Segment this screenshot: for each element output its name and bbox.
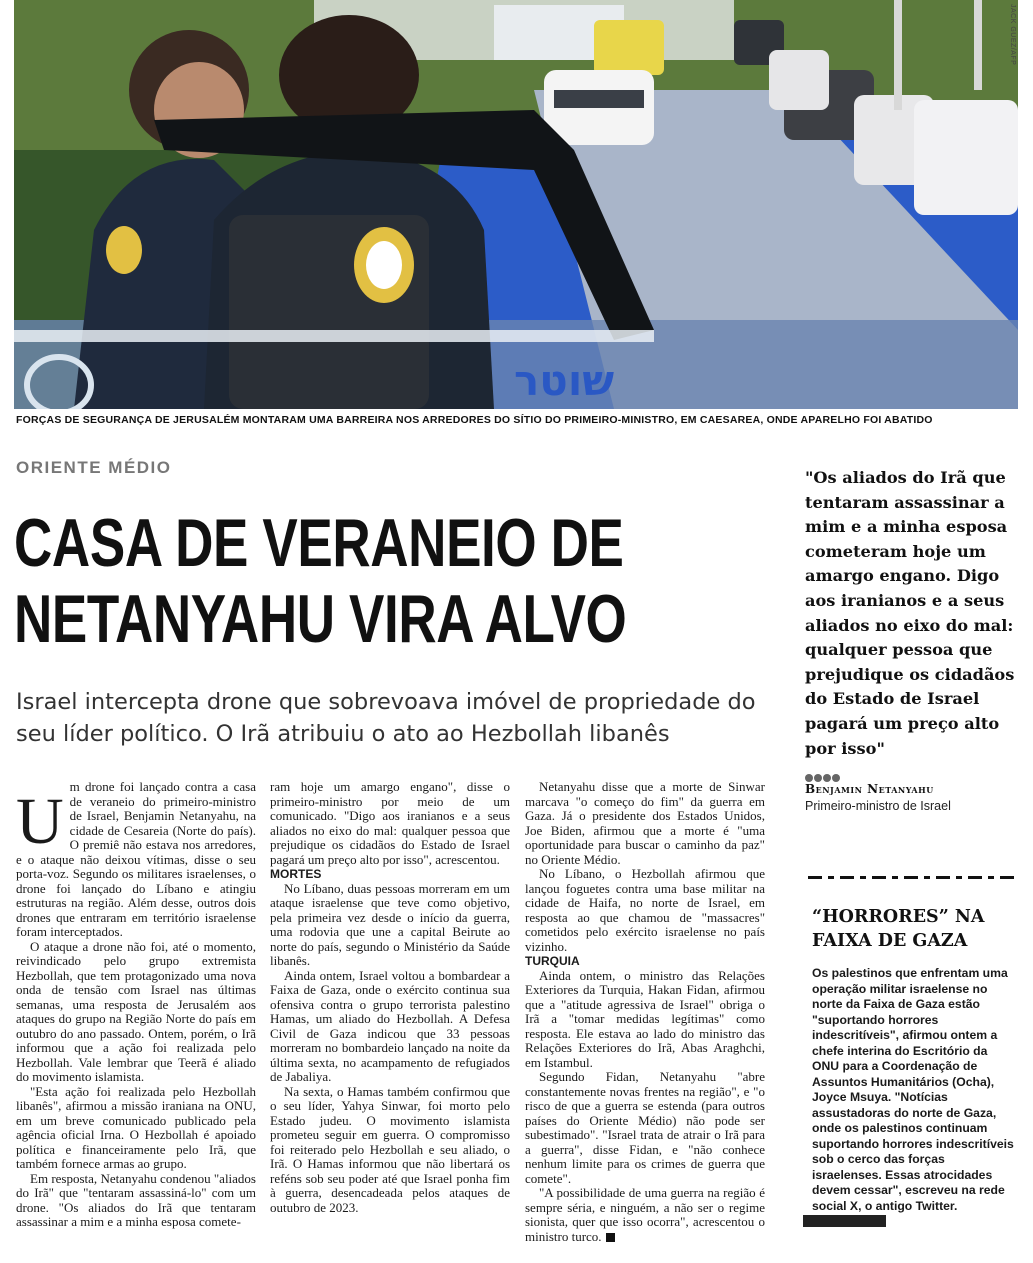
article-paragraph: Em resposta, Netanyahu condenou "aliados do Irã" que "tentaram assassiná-lo" com um drone. "Os aliados do Irã que tentaram assassinar a mim e a minha esposa comete-: [16, 1170, 256, 1229]
quote-author-role: Primeiro-ministro de Israel: [805, 799, 951, 813]
sidebar-box-text: Os palestinos que enfrentam uma operação militar israelense no norte da Faixa de Gaza estão "suportando horrores indescritíveis", afirmou ontem a chefe interina do Escritório da ONU para a Coordenação de Assuntos Humanitários (Ocha), Joyce Msuya. "Notícias assustadoras do norte de Gaza, onde os palestinos continuam suportando horrores indescritíveis sob o cerco das forças israelenses. Essas atrocidades devem cessar", escreveu na rede social X, o antigo Twitter.: [812, 966, 1014, 1213]
sidebar-box-title: “HORRORES” NA FAIXA DE GAZA: [812, 907, 985, 951]
subheadline: Israel intercepta drone que sobrevoava imóvel de propriedade do seu líder político. O Irã atribuiu o ato ao Hezbollah libanês: [16, 689, 756, 747]
headline-line-1: CASA DE VERANEIO DE: [14, 505, 624, 581]
police-barrier-photo: [14, 0, 1018, 409]
photo-caption: FORÇAS DE SEGURANÇA DE JERUSALÉM MONTARAM UMA BARREIRA NOS ARREDORES DO SÍTIO DO PRIMEIRO-MINISTRO, EM CAESAREA, ONDE APARELHO FOI ABATIDO: [16, 414, 933, 426]
section-label: ORIENTE MÉDIO: [16, 458, 172, 477]
drop-cap: U: [16, 785, 64, 858]
headline-line-2: NETANYAHU VIRA ALVO: [14, 581, 627, 657]
photo-credit: JACK GUEZ/AFP: [1009, 4, 1016, 66]
photo-plate-text: שוטר: [514, 356, 615, 405]
article-paragraph: ram hoje um amargo engano", disse o primeiro-ministro por meio de um comunicado. "Digo aos iranianos e a seus aliados no eixo do mal: qualquer pessoa que prejudique os cidadãos do Estado de Israel pagará um preço alto por isso", acrescentou.: [270, 779, 510, 867]
article-paragraph: Ainda ontem, Israel voltou a bombardear a Faixa de Gaza, onde o exército continua sua ofensiva contra o grupo terrorista palestino Hamas, um aliado do Hezbollah. A Defesa Civil de Gaza indicou que 33 pessoas morreram no bombardeio lançado na noite da última sexta, no acampamento de refugiados de Jabaliya.: [270, 967, 510, 1084]
pull-quote: "Os aliados do Irã que tentaram assassinar a mim e a minha esposa cometeram hoje um amargo engano. Digo aos iranianos e a seus aliados no eixo do mal: qualquer pessoa que prejudique os cidadãos do Estado de Israel pagará um preço alto por isso": [805, 468, 1015, 758]
article-column-3: [525, 780, 765, 1244]
quote-author: Benjamin Netanyahu: [805, 782, 934, 796]
article-paragraph: Ainda ontem, o ministro das Relações Exteriores da Turquia, Hakan Fidan, afirmou que a "atitude agressiva de Israel" obriga o Irã a "tomar medidas legítimas" como resposta. Ele estava ao lado do ministro das Relações Exteriores do Irã, Abas Araghchi, em Istambul.: [525, 967, 765, 1070]
subsection-heading-turquia: TURQUIA: [525, 954, 580, 968]
subsection-heading-mortes: MORTES: [270, 867, 322, 881]
article-paragraph: "A possibilidade de uma guerra na região é sempre séria, e ninguém, a não ser o regime sionista, quer que isso ocorra", acrescentou o ministro turco.: [525, 1185, 765, 1244]
article-column-2: [270, 780, 510, 1215]
article-paragraph: O ataque a drone não foi, até o momento, reivindicado pelo grupo extremista Hezbollah, que tem protagonizado uma nova onda de tensão com Israel nas últimas semanas, uma resposta de Jerusalém aos ataques do grupo na Região Norte do país em outubro do ano passado. Ontem, porém, o Irã informou que a ação foi realizada pelo Hezbollah. Vale lembrar que Teerã é aliado do movimento islamista.: [16, 938, 256, 1084]
article-paragraph: Na sexta, o Hamas também confirmou que o seu líder, Yahya Sinwar, foi morto pelo Estado judeu. O movimento islamista prometeu seguir em guerra. O compromisso foi reiterado pelo Hezbollah e seu aliado, o Irã. O Hamas informou que não libertará os reféns sob seu poder até que Israel ponha fim à guerra, desencadeada pelos ataques de outubro de 2023.: [270, 1083, 510, 1215]
article-paragraph: No Líbano, o Hezbollah afirmou que lançou foguetes contra uma base militar na cidade de Haifa, no norte de Israel, em resposta ao que chamou de "massacres" cometidos pelo exército israelense no país vizinho.: [525, 866, 765, 954]
news-photo: [14, 0, 1018, 409]
end-mark-icon: [606, 1233, 615, 1242]
article-paragraph: Um drone foi lançado contra a casa de veraneio do primeiro-ministro de Israel, Benjamin Netanyahu, na cidade de Cesareia (Norte do país). O premiê não estava nos arredores, e o ataque não deixou vítimas, disse o seu porta-voz. Segundo os militares israelenses, o drone foi lançado do Líbano e atingiu estruturas na região. Além desse, outros dois drones que entraram em território israelense foram interceptados.: [16, 779, 256, 939]
article-column-1: [16, 780, 256, 1230]
box-end-bar: [803, 1215, 886, 1227]
article-paragraph: Netanyahu disse que a morte de Sinwar marcava "o começo do fim" da guerra em Gaza. Já o presidente dos Estados Unidos, Joe Biden, afirmou que a morte é "uma oportunidade para buscar o caminho da paz" no Oriente Médio.: [525, 779, 765, 867]
box-divider: [808, 876, 1016, 879]
headline: [14, 505, 627, 657]
article-paragraph: "Esta ação foi realizada pelo Hezbollah libanês", afirmou a missão iraniana na ONU, em um breve comunicado publicado pela agência oficial Irna. O Hezbollah é apoiado política e financeiramente pelo Irã, que também fornece armas ao grupo.: [16, 1083, 256, 1171]
article-paragraph: Segundo Fidan, Netanyahu "abre constantemente novas frentes na região", e "o risco de que a guerra se estenda (para outros países do Oriente Médio) não pode ser subestimado". "Israel trata de atrair o Irã para a guerra", disse Fidan, e "não conhece nenhum limite para os crimes de guerra que comete".: [525, 1069, 765, 1186]
article-paragraph: No Líbano, duas pessoas morreram em um ataque israelense que teve como objetivo, pela primeira vez desde o início da guerra, uma rodovia que une a capital Beirute ao norte do país, segundo o Ministério da Saúde libanês.: [270, 880, 510, 968]
